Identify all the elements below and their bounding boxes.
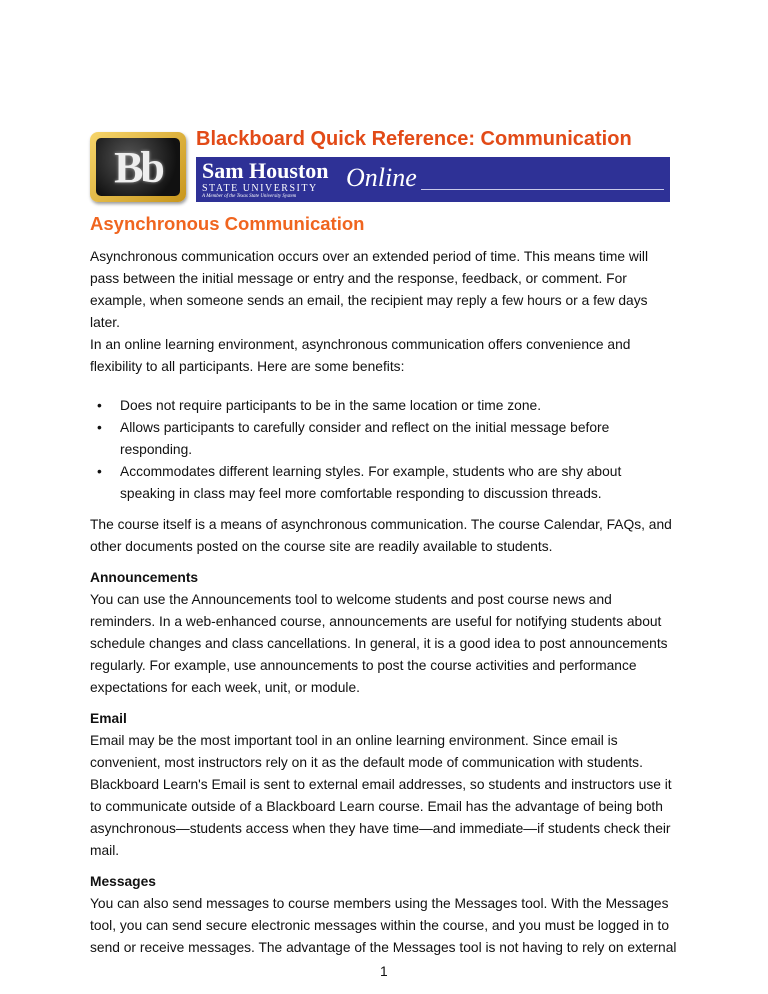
bullet-item-line: speaking in class may feel more comfortable responding to discussion threads. (120, 486, 602, 501)
university-name: Sam Houston (202, 158, 329, 183)
subheading-email: Email (90, 711, 127, 726)
banner-rule (421, 189, 664, 190)
university-tagline: A Member of the Texas State University System (202, 194, 297, 199)
bullet-item-line: Accommodates different learning styles. For example, students who are shy about (120, 464, 622, 479)
blackboard-logo (90, 132, 186, 202)
paragraph-line: Asynchronous communication occurs over an extended period of time. This means time will (90, 249, 649, 264)
banner-title: Blackboard Quick Reference: Communication (196, 128, 632, 150)
paragraph-line: send or receive messages. The advantage of the Messages tool is not having to rely on external (90, 940, 677, 955)
paragraph-line: You can use the Announcements tool to welcome students and post course news and (90, 592, 612, 607)
paragraph-line: pass between the initial message or entry and the response, feedback, or comment. For (90, 271, 627, 286)
paragraph-line: flexibility to all participants. Here are some benefits: (90, 359, 405, 374)
paragraph-line: later. (90, 315, 120, 330)
paragraph-line: You can also send messages to course members using the Messages tool. With the Messages (90, 896, 669, 911)
paragraph-line: example, when someone sends an email, the recipient may reply a few hours or a few days (90, 293, 648, 308)
bullet-icon: • (97, 464, 102, 479)
shsu-online-bar (196, 157, 670, 202)
bullet-icon: • (97, 398, 102, 413)
paragraph-line: Email may be the most important tool in an online learning environment. Since email is (90, 733, 618, 748)
paragraph-line: other documents posted on the course site are readily available to students. (90, 539, 553, 554)
paragraph-line: mail. (90, 843, 120, 858)
bullet-item-line: Does not require participants to be in the same location or time zone. (120, 398, 542, 413)
blackboard-logo-text: Bb (114, 142, 162, 192)
paragraph-line: to communicate outside of a Blackboard Learn course. Email has the advantage of being both (90, 799, 663, 814)
paragraph-line: reminders. In a web-enhanced course, announcements are useful for notifying students about (90, 614, 662, 629)
paragraph-line: The course itself is a means of asynchronous communication. The course Calendar, FAQs, and (90, 517, 672, 532)
paragraph-line: asynchronous—students access when they have time—and immediate—if students check their (90, 821, 671, 836)
paragraph-line: convenient, most instructors rely on it as the default mode of communication with students. (90, 755, 643, 770)
shsu-logo (202, 159, 329, 199)
subheading-messages: Messages (90, 874, 156, 889)
section-heading: Asynchronous Communication (90, 213, 365, 234)
paragraph-line: schedule changes and class cancellations. In general, it is a good idea to post announcements (90, 636, 668, 651)
subheading-announcements: Announcements (90, 570, 199, 585)
page-number: 1 (380, 964, 388, 979)
paragraph-line: tool, you can send secure electronic messages within the course, and you must be logged in to (90, 918, 670, 933)
online-wordmark: Online (346, 163, 417, 192)
university-sub: STATE UNIVERSITY (202, 183, 318, 194)
paragraph-line: Blackboard Learn's Email is sent to external email addresses, so students and instructors use it (90, 777, 672, 792)
document-banner (88, 128, 672, 204)
bullet-icon: • (97, 420, 102, 435)
paragraph-line: expectations for each week, unit, or module. (90, 680, 360, 695)
bullet-item-line: Allows participants to carefully consider and reflect on the initial message before (120, 420, 610, 435)
paragraph-line: In an online learning environment, asynchronous communication offers convenience and (90, 337, 631, 352)
paragraph-line: regularly. For example, use announcements to post the course activities and performance (90, 658, 637, 673)
bullet-item-line: responding. (120, 442, 193, 457)
